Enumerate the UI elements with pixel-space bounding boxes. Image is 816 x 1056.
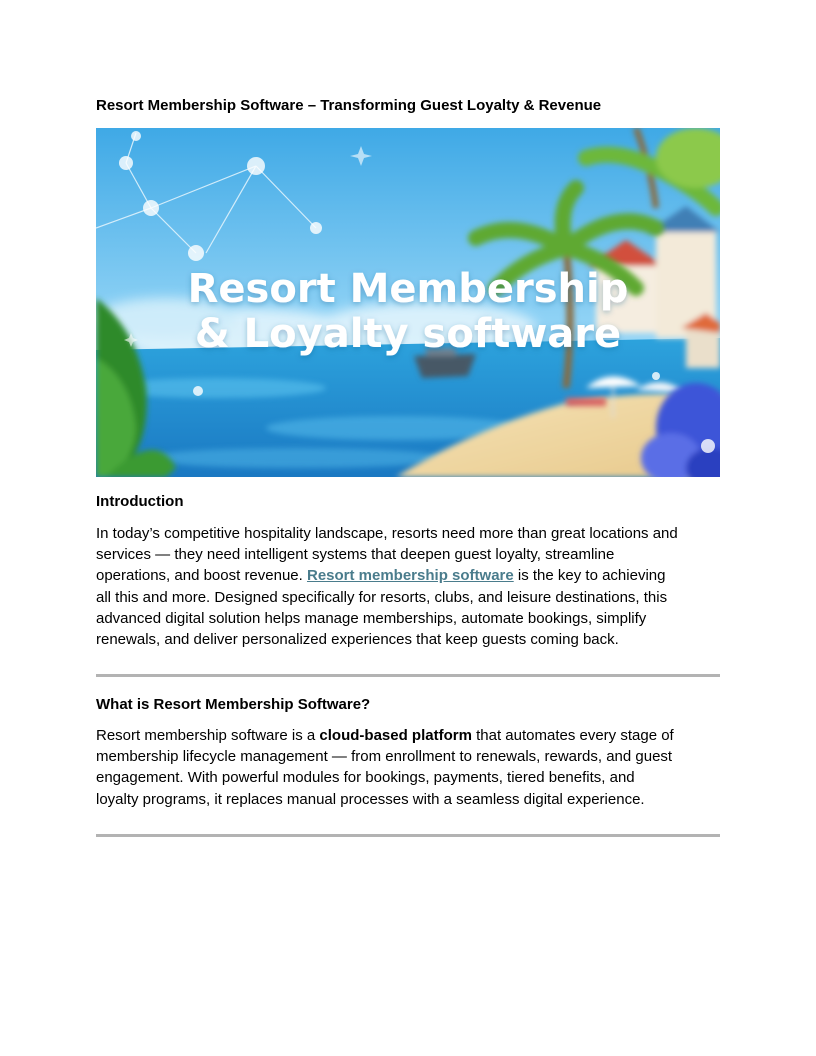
- resort-beach-illustration: [96, 128, 720, 477]
- what-is-line: membership lifecycle management — from enrollment to renewals, rewards, and guest: [96, 748, 673, 766]
- what-is-heading: What is Resort Membership Software?: [96, 696, 371, 713]
- what-is-line: loyalty programs, it replaces manual processes with a seamless digital experience.: [96, 790, 645, 808]
- what-is-text: that automates every stage of: [471, 727, 674, 744]
- intro-line: advanced digital solution helps manage memberships, automate bookings, simplify: [96, 609, 647, 627]
- what-is-text: Resort membership software is a: [96, 727, 320, 744]
- hero-banner-image: [96, 128, 720, 477]
- cloud-based-platform-emphasis: cloud-based platform: [319, 727, 472, 744]
- what-is-line: [96, 725, 720, 746]
- horizontal-divider: [96, 674, 720, 677]
- what-is-line: engagement. With powerful modules for bookings, payments, tiered benefits, and: [96, 769, 635, 787]
- intro-line: In today’s competitive hospitality landscape, resorts need more than great locations and: [96, 525, 678, 542]
- introduction-paragraph: [96, 523, 720, 650]
- resort-membership-software-link[interactable]: Resort membership software: [306, 567, 514, 585]
- introduction-heading: Introduction: [96, 493, 184, 510]
- intro-line: renewals, and deliver personalized experiences that keep guests coming back.: [96, 631, 619, 649]
- what-is-paragraph: [96, 725, 720, 810]
- intro-line: [96, 565, 720, 586]
- intro-line: all this and more. Designed specifically for resorts, clubs, and leisure destinations, this: [96, 588, 668, 606]
- intro-line: services — they need intelligent systems that deepen guest loyalty, streamline: [96, 546, 615, 564]
- hero-headline-line1: Resort Membership: [187, 266, 629, 312]
- intro-text: operations, and boost revenue.: [96, 567, 307, 585]
- intro-text: is the key to achieving: [513, 567, 666, 585]
- document-title: Resort Membership Software – Transforming Guest Loyalty & Revenue: [96, 97, 602, 114]
- hero-headline-line2: & Loyalty software: [194, 311, 622, 357]
- horizontal-divider: [96, 834, 720, 837]
